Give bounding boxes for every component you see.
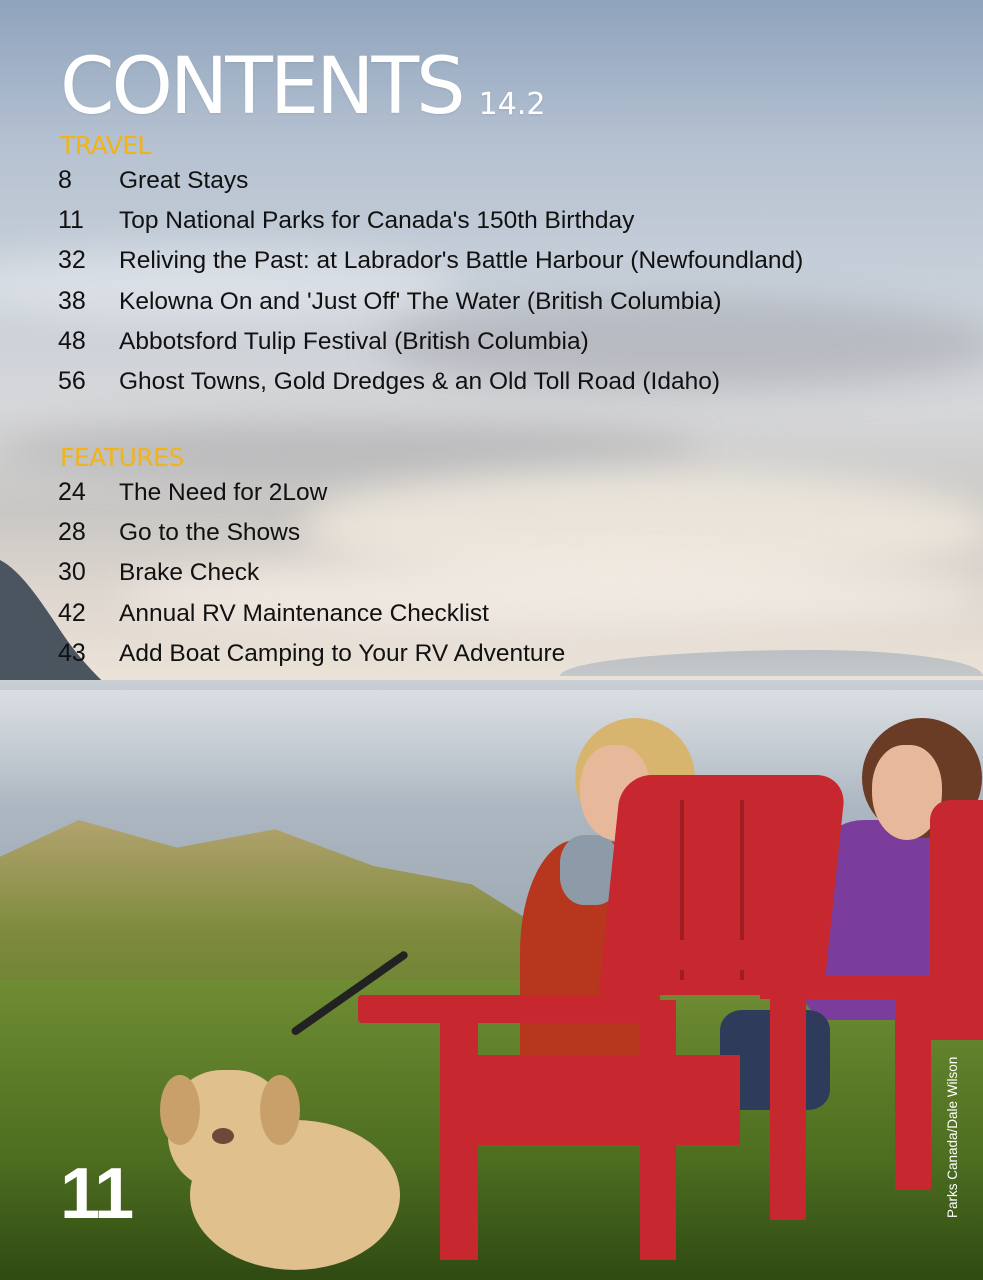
toc-item[interactable] xyxy=(58,246,803,286)
dog-nose xyxy=(212,1128,234,1144)
toc-title: Abbotsford Tulip Festival (British Columbia) xyxy=(119,327,589,355)
toc-item[interactable] xyxy=(58,367,803,407)
toc-title: The Need for 2Low xyxy=(119,479,328,506)
page-title xyxy=(60,42,546,132)
toc-item[interactable] xyxy=(58,166,803,206)
toc-title: Go to the Shows xyxy=(119,519,301,547)
section-heading-travel: TRAVEL xyxy=(60,131,151,160)
toc-page-number: 28 xyxy=(58,518,86,547)
chair-leg xyxy=(440,1020,478,1260)
toc-page-number: 56 xyxy=(58,366,86,395)
issue-number: 14.2 xyxy=(478,87,546,122)
chair-leg-right xyxy=(895,990,931,1190)
toc-page-number: 43 xyxy=(58,638,86,667)
toc-title: Ghost Towns, Gold Dredges & an Old Toll Road (Idaho) xyxy=(119,367,721,395)
chair-leg xyxy=(640,1000,676,1260)
dog-ear xyxy=(160,1075,200,1145)
toc-title: Kelowna On and 'Just Off' The Water (British Columbia) xyxy=(119,287,722,315)
toc-item[interactable] xyxy=(58,327,803,367)
toc-page-number: 24 xyxy=(58,478,86,506)
toc-title: Brake Check xyxy=(119,559,260,587)
title-text: CONTENTS xyxy=(60,42,463,132)
section-heading-features: FEATURES xyxy=(60,443,184,472)
toc-list-travel xyxy=(58,166,803,407)
dog-ear xyxy=(260,1075,300,1145)
toc-page-number: 32 xyxy=(58,246,86,275)
toc-page-number: 8 xyxy=(58,166,72,194)
toc-item[interactable] xyxy=(58,287,803,327)
toc-title: Great Stays xyxy=(119,167,249,194)
toc-item[interactable] xyxy=(58,518,565,558)
toc-item[interactable] xyxy=(58,599,565,639)
chair-back-right xyxy=(930,800,983,1040)
chair-armrest xyxy=(358,995,658,1023)
toc-title: Reliving the Past: at Labrador's Battle Harbour (Newfoundland) xyxy=(119,247,804,275)
toc-page-number: 38 xyxy=(58,286,86,315)
chair-seat xyxy=(440,1055,740,1145)
toc-item[interactable] xyxy=(58,639,565,679)
page-number: 11 xyxy=(60,1154,133,1234)
toc-page-number: 30 xyxy=(58,558,86,587)
toc-page-number: 48 xyxy=(58,326,86,355)
toc-item[interactable] xyxy=(58,478,565,518)
photo-credit: Parks Canada/Dale Wilson xyxy=(945,1056,960,1218)
toc-list-features xyxy=(58,478,565,679)
chair-armrest-right xyxy=(760,975,970,999)
distant-shore xyxy=(560,650,983,676)
toc-title: Top National Parks for Canada's 150th Birthday xyxy=(119,207,635,235)
toc-title: Annual RV Maintenance Checklist xyxy=(119,599,489,627)
chair-leg xyxy=(770,960,806,1220)
toc-page-number: 42 xyxy=(58,598,86,627)
toc-item[interactable] xyxy=(58,558,565,598)
toc-title: Add Boat Camping to Your RV Adventure xyxy=(119,639,566,667)
toc-page-number: 11 xyxy=(58,206,84,235)
toc-item[interactable] xyxy=(58,206,803,246)
